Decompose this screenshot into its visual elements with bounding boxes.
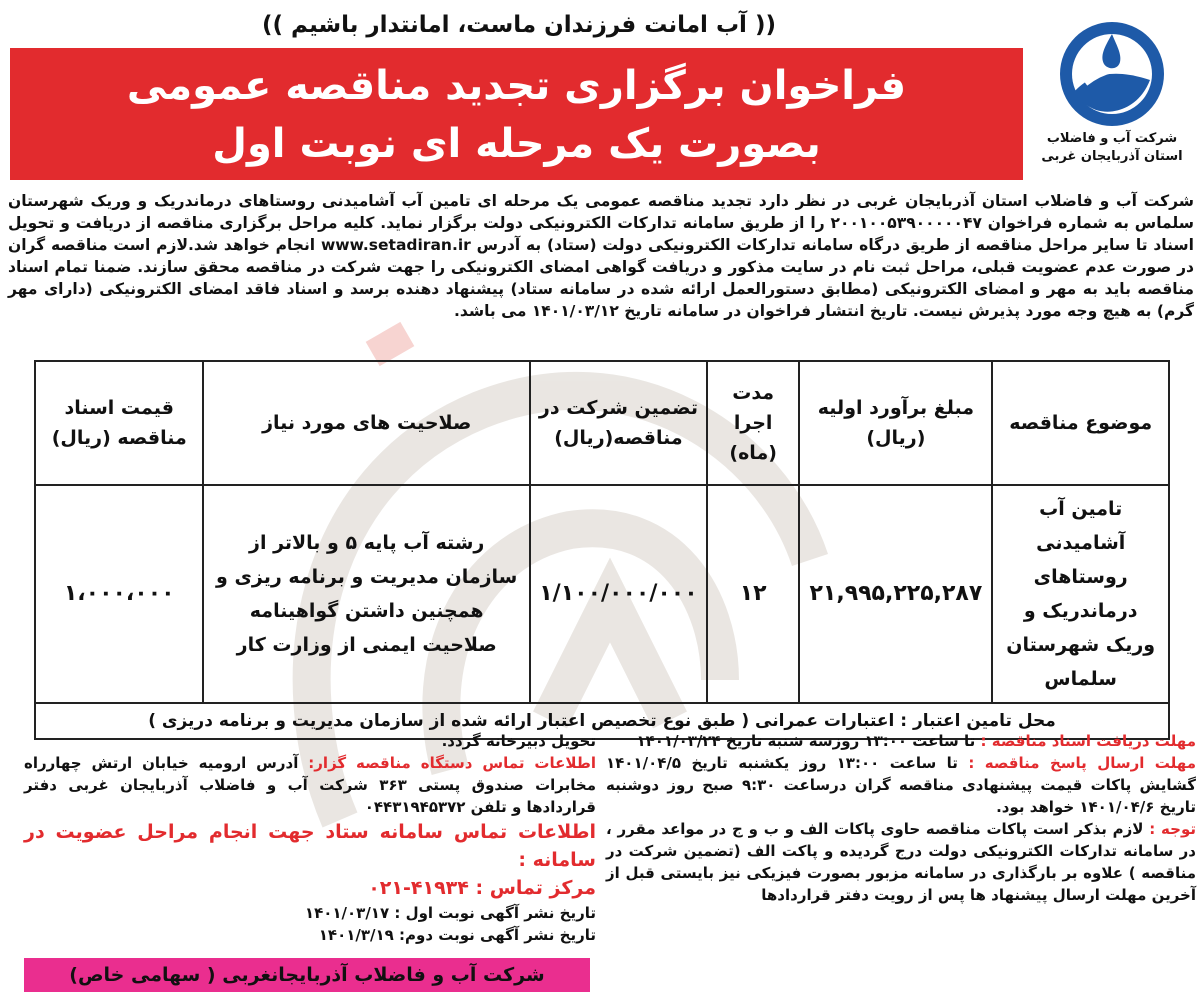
setad-contact: اطلاعات تماس سامانه ستاد جهت انجام مراحل عضویت در سامانه : [24, 821, 596, 871]
header-subject: موضوع مناقصه [992, 361, 1169, 485]
tender-table [34, 360, 1170, 740]
pub-date-second: تاریخ نشر آگهی نوبت دوم: ۱۴۰۱/۳/۱۹ [318, 926, 596, 944]
deadline-submit-label: مهلت ارسال پاسخ مناقصه : [968, 754, 1196, 772]
funding-source: محل تامین اعتبار : اعتبارات عمرانی ( طبق نوع تخصیص اعتبار ارائه شده از سازمان مدیریت و برنامه دریزی ) [35, 703, 1169, 739]
footer-company-name: شرکت آب و فاضلاب آذربایجانغربی ( سهامی خاص) [24, 958, 590, 992]
company-logo [1030, 18, 1194, 188]
title-line-1: فراخوان برگزاری تجدید مناقصه عمومی [126, 63, 907, 109]
table-row [35, 485, 1169, 703]
center-contact: مرکز تماس : ۴۱۹۳۴-۰۲۱ [368, 877, 596, 899]
deadline-submit-text: تا ساعت ۱۳:۰۰ روز یکشنبه تاریخ ۱۴۰۱/۰۴/۵ گشایش پاکات قیمت پیشنهادی مناقصه گران درساعت ۹:۳۰ صبح روز دوشنبه تاریخ ۱۴۰۱/۰۴/۶ خواهد بود. [606, 754, 1196, 816]
contact-label: اطلاعات تماس دستگاه مناقصه گزار: [308, 754, 596, 772]
note-text: لازم بذکر است پاکات مناقصه حاوی پاکات الف و ب و ج در مواعد مقرر ، در سامانه تدارکات الکترونیکی دولت درج گردیده و پاکت الف (تضمین شرکت در مناقصه ) علاوه بر بارگذاری در سامانه مزبور بصورت فیزیکی نیز بایستی قبل از آخرین مهلت ارسال پیشنهاد ها پس از رویت دفتر قراردادها [606, 820, 1196, 904]
deadlines-section [606, 730, 1196, 950]
table-header-row [35, 361, 1169, 485]
title-line-2: بصورت یک مرحله ای نوبت اول [212, 121, 821, 167]
title-banner [10, 48, 1023, 180]
header-duration: مدت اجرا (ماه) [707, 361, 799, 485]
contact-info [24, 752, 596, 818]
note-label: توجه : [1149, 820, 1196, 838]
intro-paragraph: شرکت آب و فاضلاب استان آذربایجان غربی در نظر دارد تجدید مناقصه عمومی یک مرحله ای تامین آب آشامیدنی روستاهای درماندریک و وریک شهرستان سلماس به شماره فراخوان ۲۰۰۱۰۰۵۳۹۰۰۰۰۰۴۷ را از طریق سامانه تدارکات الکترونیکی دولت برگزار نماید. کلیه مراحل برگزاری مناقصه از دریافت و تحویل اسناد تا سایر مراحل مناقصه از طریق درگاه سامانه تدارکات الکترونیکی دولت (ستاد) به آدرس www.setadiran.ir انجام خواهد شد.لازم است مناقصه گران در صورت عدم عضویت قبلی، مراحل ثبت نام در سایت مذکور و دریافت گواهی امضای الکترونیکی را جهت شرکت در مناقصه محقق سازند. ضمنا تمام اسناد مناقصه باید به مهر و امضای الکترونیکی (مطابق دستورالعمل ارائه شده در سامانه ستاد) پیشنهاد دهنده برسد و اسناد فاقد امضای الکترونیکی (دارای مهر گرم) به هیچ وجه مورد پذیرش نیست. تاریخ انتشار فراخوان در سامانه تاریخ ۱۴۰۱/۰۳/۱۲ می باشد. [8, 192, 1194, 320]
contact-text: آدرس ارومیه خیابان ارتش چهارراه مخابرات صندوق پستی ۳۶۳ شرکت آب و فاضلاب آذربایجان غربی دفتر قراردادها و تلفن ۰۴۴۳۱۹۴۵۳۷۲ [24, 754, 596, 816]
deadline-docs-label: مهلت دریافت اسناد مناقصه : [980, 732, 1196, 750]
cell-guarantee: ۱/۱۰۰/۰۰۰/۰۰۰ [530, 485, 707, 703]
cell-doc-price: ۱،۰۰۰،۰۰۰ [35, 485, 203, 703]
cell-subject: تامین آب آشامیدنی روستاهای درماندریک و وریک شهرستان سلماس [992, 485, 1169, 703]
header-guarantee: تضمین شرکت در مناقصه(ریال) [530, 361, 707, 485]
logo-line-2: استان آذربایجان غربی [1041, 149, 1183, 164]
deadline-docs [606, 730, 1196, 752]
note [606, 818, 1196, 906]
water-drop-logo-icon [1056, 18, 1168, 130]
cell-duration: ۱۲ [707, 485, 799, 703]
pub-date-first: تاریخ نشر آگهی نوبت اول : ۱۴۰۱/۰۳/۱۷ [304, 904, 596, 922]
header-doc-price: قیمت اسناد مناقصه (ریال) [35, 361, 203, 485]
header-qualifications: صلاحیت های مورد نیاز [203, 361, 530, 485]
cell-estimate: ۲۱,۹۹۵,۲۲۵,۲۸۷ [799, 485, 992, 703]
delivery-text: تحویل دبیرخانه گردد. [441, 732, 596, 750]
header-estimate: مبلغ برآورد اولیه (ریال) [799, 361, 992, 485]
motto: (( آب امانت فرزندان ماست، امانتدار باشیم )) [262, 12, 776, 38]
logo-line-1: شرکت آب و فاضلاب [1046, 131, 1178, 146]
deadline-docs-text: تا ساعت ۱۳:۰۰ روزسه شنبه تاریخ ۱۴۰۱/۰۳/۲۴ [636, 732, 976, 750]
deadline-submit [606, 752, 1196, 818]
cell-qualifications: رشته آب پایه ۵ و بالاتر از سازمان مدیریت و برنامه ریزی و همچنین داشتن گواهینامه صلاحیت ایمنی از وزارت کار [203, 485, 530, 703]
contact-section [24, 730, 596, 950]
